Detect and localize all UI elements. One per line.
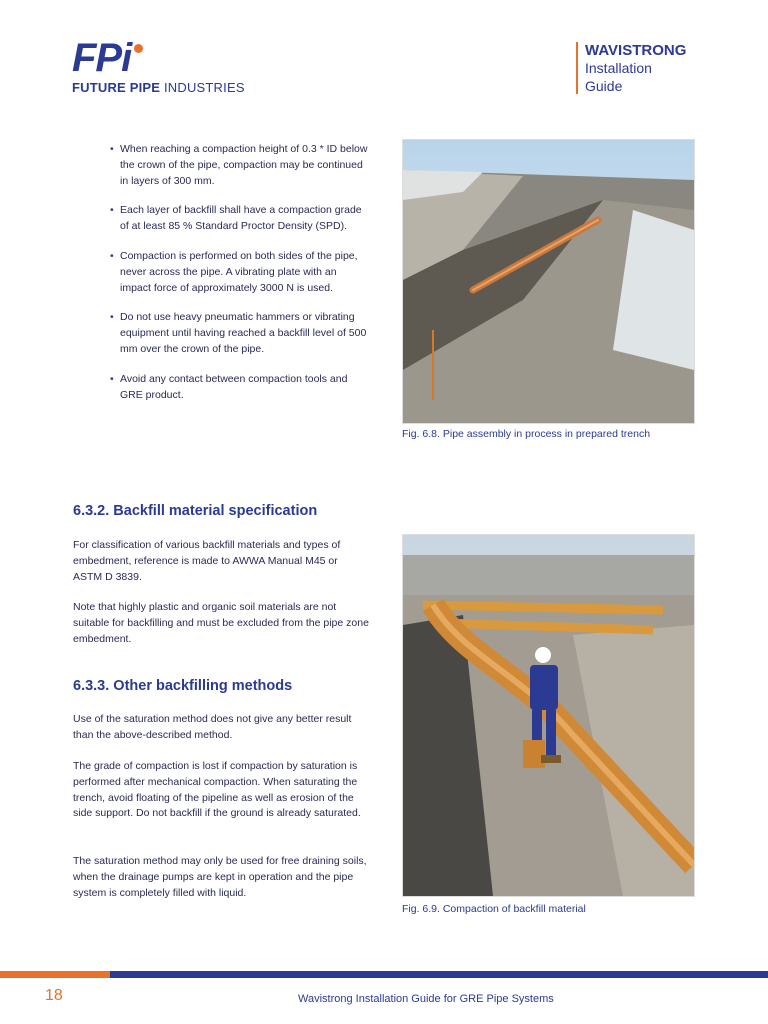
compaction-worker-photo	[402, 534, 695, 897]
product-name: WAVISTRONG	[585, 42, 687, 59]
trench-photo-illustration	[403, 140, 694, 423]
page-number: 18	[45, 987, 63, 1004]
fpi-logo-mark	[72, 36, 152, 80]
footer-title: Wavistrong Installation Guide for GRE Pipe Systems	[298, 993, 554, 1005]
company-name	[72, 80, 245, 95]
section-heading-633: 6.3.3. Other backfilling methods	[73, 678, 293, 694]
product-subtitle-line2: Guide	[585, 78, 623, 94]
figure-caption: Fig. 6.9. Compaction of backfill material	[402, 903, 586, 915]
figure-caption: Fig. 6.8. Pipe assembly in process in prepared trench	[402, 428, 651, 440]
footer-bar-orange	[0, 971, 110, 978]
company-logo	[72, 36, 245, 95]
compaction-photo-illustration	[403, 535, 694, 896]
paragraph: For classification of various backfill materials and types of embedment, reference is made to AWWA Manual M45 or ASTM D 3839.	[73, 539, 341, 583]
company-name-bold: FUTURE PIPE	[72, 80, 161, 95]
section-heading-632: 6.3.2. Backfill material specification	[73, 503, 318, 519]
trench-pipe-photo	[402, 139, 695, 424]
footer-bar-blue	[110, 971, 768, 978]
paragraph: The grade of compaction is lost if compaction by saturation is performed after mechanical compaction. When saturating the trench, avoid floating of the pipeline as well as erosion of the side support. Do not backfill if the ground is already saturated.	[73, 760, 361, 820]
bullet-item: • When reaching a compaction height of 0.3 * ID below the crown of the pipe, compaction may be continued in layers of 300 mm.	[110, 142, 370, 189]
logo-dot	[134, 44, 143, 53]
product-subtitle-line1: Installation	[585, 60, 652, 76]
company-name-rest: INDUSTRIES	[160, 80, 245, 95]
paragraph: The saturation method may only be used for free draining soils, when the drainage pumps are kept in operation and the pipe system is completely filled with liquid.	[73, 855, 367, 899]
bullet-item: • Each layer of backfill shall have a compaction grade of at least 85 % Standard Proctor Density (SPD).	[110, 203, 370, 235]
paragraph: Note that highly plastic and organic soil materials are not suitable for backfilling and must be excluded from the pipe zone embedment.	[73, 601, 369, 645]
bullet-item: • Compaction is performed on both sides of the pipe, never across the pipe. A vibrating plate with an impact force of approximately 3000 N is used.	[110, 249, 370, 296]
bullet-item: • Avoid any contact between compaction tools and GRE product.	[110, 372, 370, 404]
compaction-bullet-list	[110, 142, 370, 417]
bullet-item: • Do not use heavy pneumatic hammers or vibrating equipment until having reached a backfill level of 500 mm over the crown of the pipe.	[110, 310, 370, 357]
logo-letters: FPi	[72, 36, 132, 80]
paragraph: Use of the saturation method does not give any better result than the above-described method.	[73, 713, 352, 741]
product-title-block	[576, 42, 686, 94]
